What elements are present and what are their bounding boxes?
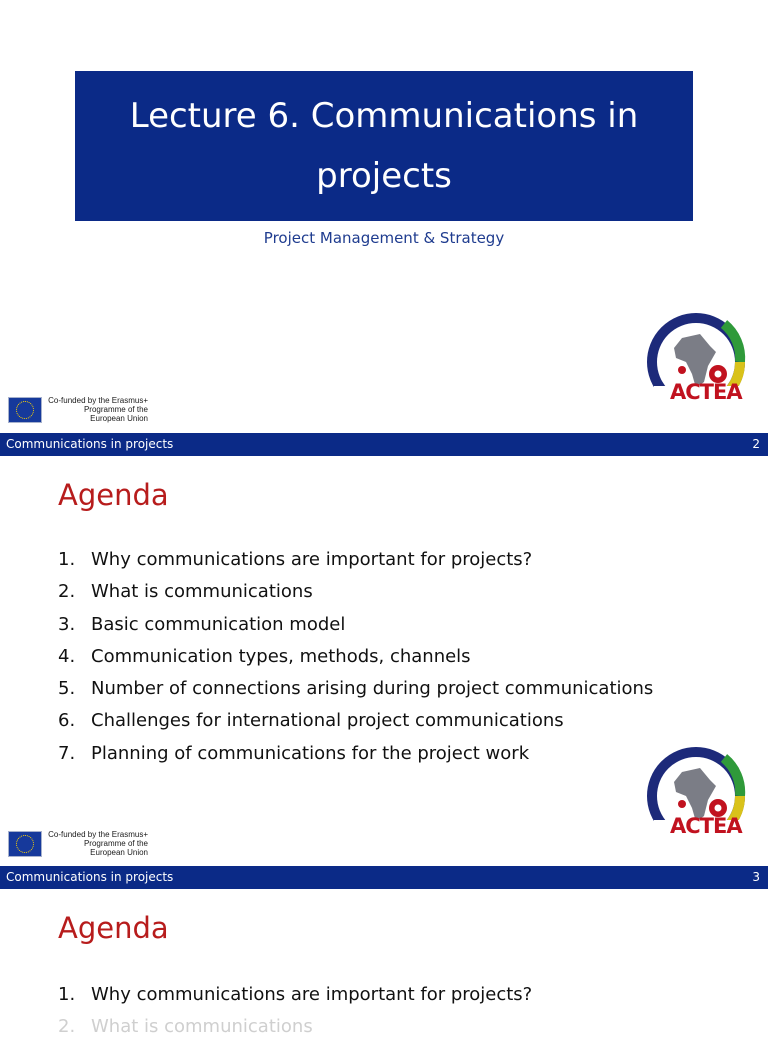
- slide3-agenda-title: Agenda: [58, 911, 169, 945]
- footer-text: Communications in projects: [6, 870, 174, 884]
- eu-cofunded-text: Co-funded by the Erasmus+ Programme of the European Union: [48, 396, 148, 423]
- agenda-item-6: 6. Challenges for international project communications: [58, 710, 564, 732]
- agenda-item-5: 5. Number of connections arising during project communications: [58, 678, 654, 700]
- actea-logo: [624, 304, 768, 428]
- agenda-item-2: 2. What is communications: [58, 581, 313, 603]
- slide2-agenda-list: [58, 548, 653, 774]
- slide3-agenda-list: [58, 983, 532, 1048]
- footer-bar-slide2: [0, 433, 768, 456]
- agenda-item-4: 4. Communication types, methods, channels: [58, 645, 471, 667]
- actea-logo-icon: [624, 738, 768, 858]
- actea-logo-icon: [624, 304, 768, 424]
- footer-text: Communications in projects: [6, 437, 174, 451]
- actea-logo-2: [624, 738, 768, 862]
- actea-logo-text: ACTEA: [670, 380, 742, 404]
- agenda-item-7: 7. Planning of communications for the project work: [58, 742, 530, 764]
- agenda-item-3: 3. Basic communication model: [58, 613, 346, 635]
- eu-flag-icon: [8, 397, 42, 423]
- actea-logo-text: ACTEA: [670, 814, 742, 838]
- eu-cofunded-text: Co-funded by the Erasmus+ Programme of the European Union: [48, 830, 148, 857]
- footer-bar-slide3: [0, 866, 768, 889]
- slide2-agenda-title: Agenda: [58, 478, 169, 512]
- agenda-item-1: 1. Why communications are important for projects?: [58, 984, 533, 1005]
- eu-cofunded-badge: [8, 396, 148, 423]
- page-number: 3: [752, 870, 760, 884]
- slide1-title-box: [75, 71, 693, 221]
- slide1-title: Lecture 6. Communications in projects: [129, 96, 639, 196]
- agenda-item-1: 1. Why communications are important for projects?: [58, 549, 533, 570]
- slide1-subtitle: Project Management & Strategy: [263, 229, 505, 247]
- page-number: 2: [752, 437, 760, 451]
- eu-flag-icon: [8, 831, 42, 857]
- agenda-item-2-faded: 2. What is communications: [58, 1016, 313, 1038]
- eu-cofunded-badge-2: [8, 830, 148, 857]
